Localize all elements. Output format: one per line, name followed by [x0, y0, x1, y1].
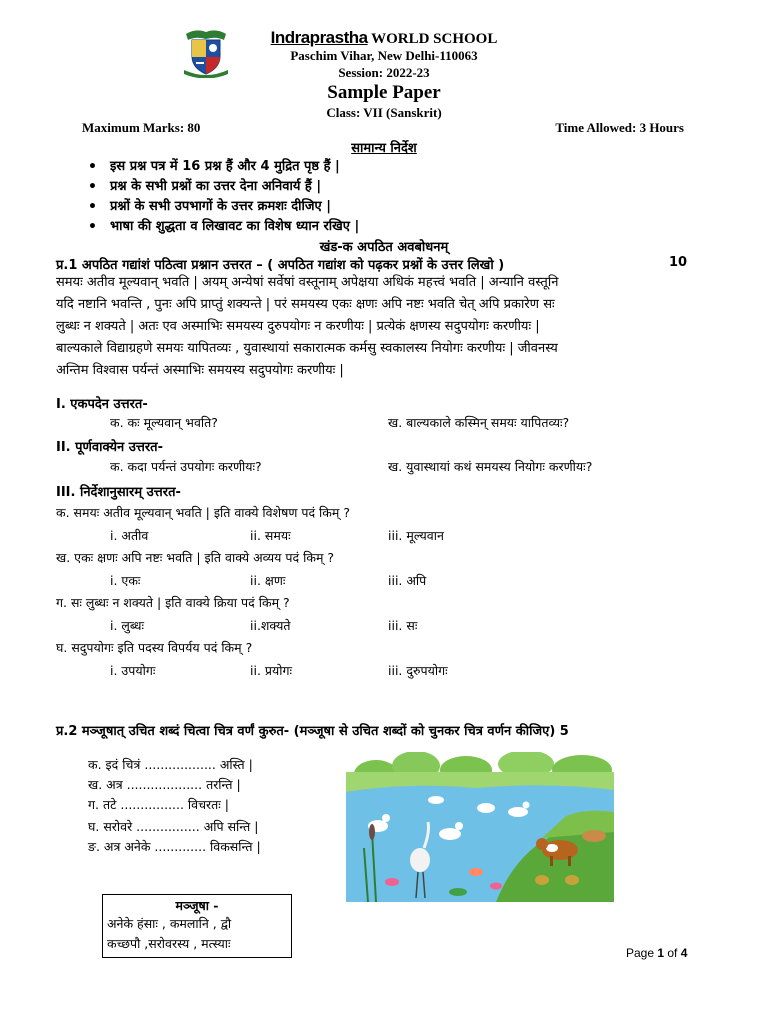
- footer-page-total: 4: [680, 946, 688, 960]
- word-box-line: कच्छपौ ,सरोवरस्य , मत्स्याः: [107, 936, 231, 951]
- mcq-question: ग. सः लुब्धः न शक्यते | इति वाक्ये क्रिया पदं किम् ?: [56, 595, 290, 610]
- instructions-title: सामान्य निर्देश: [351, 141, 417, 156]
- passage-line: बाल्यकाले विद्याग्रहणे समयः यापितव्यः , युवास्थायां सकारात्मक कर्मसु स्वकालस्य नियोगः करणीयः | जीवनस्य: [56, 341, 558, 356]
- passage-line: यदि नष्टानि भवन्ति , पुनः अपि प्राप्तुं शक्यन्ते | परं समयस्य एकः क्षणः अपि नष्टः भवति चेत् अपि प्रकारेण सः: [56, 297, 555, 312]
- mcq-option: ii.शक्यते: [250, 618, 291, 633]
- mcq-option: ii. प्रयोगः: [250, 663, 293, 678]
- mcq-question: घ. सदुपयोगः इति पदस्य विपर्यय पदं किम् ?: [56, 640, 253, 655]
- fill-blank-line: क. इदं चित्रं .................. अस्ति |: [88, 757, 253, 772]
- instruction-item: • भाषा की शुद्धता व लिखावट का विशेष ध्यान रखिए |: [88, 217, 359, 237]
- passage-line: लुब्धः न शक्यते | अतः एव अस्माभिः समयस्य दुरुपयोगः न करणीयः | प्रत्येकं क्षणस्य सदुपयोगः करणीयः |: [56, 319, 540, 334]
- fill-blank-line: ख. अत्र ................... तरन्ति |: [88, 777, 241, 792]
- mcq-option: ii. समयः: [250, 528, 291, 543]
- mcq-question: ख. एकः क्षणः अपि नष्टः भवति | इति वाक्ये अव्यय पदं किम् ?: [56, 550, 335, 565]
- part2-question-a: क. कदा पर्यन्तं उपयोगः करणीयः?: [110, 459, 262, 474]
- mcq-option: i. एकः: [110, 573, 141, 588]
- mcq-option: i. उपयोगः: [110, 663, 156, 678]
- part2-question-b: ख. युवास्थायां कथं समयस्य नियोगः करणीयः?: [388, 459, 593, 474]
- word-box-title: मञ्जूषा -: [175, 898, 219, 913]
- q1-passage: [56, 272, 726, 382]
- instruction-item: • प्रश्नों के सभी उपभागों के उत्तर क्रमशः दीजिए |: [88, 197, 359, 217]
- mcq-option: i. लुब्धः: [110, 618, 145, 633]
- footer-of-word: of: [664, 946, 681, 960]
- fill-blank-line: ग. तटे ................ विचरतः |: [88, 797, 230, 812]
- school-address: Paschim Vihar, New Delhi-110063: [290, 48, 478, 63]
- instructions-list: [88, 157, 359, 237]
- q1-marks: 10: [669, 255, 688, 270]
- passage-line: समयः अतीव मूल्यवान् भवति | अयम् अन्येषां सर्वेषां वस्तूनाम् अपेक्षया अधिकं महत्त्वं भवति | अन्यानि वस्तूनि: [56, 275, 559, 290]
- part1-title: I. एकपदेन उत्तरत-: [56, 397, 148, 412]
- mcq-option: iii. अपि: [388, 573, 427, 588]
- part3-title: III. निर्देशानुसारम् उत्तरत-: [56, 485, 181, 500]
- footer-page-word: Page: [626, 946, 658, 960]
- word-box: [102, 894, 292, 958]
- passage-line: अन्तिम विश्वास पर्यन्तं अस्माभिः समयस्य सदुपयोगः करणीयः |: [56, 363, 344, 378]
- class-line: Class: VII (Sanskrit): [326, 105, 442, 120]
- q2-heading: प्र.2 मञ्जूषात् उचित शब्दं चित्वा चित्र वर्णं कुरुत- (मञ्जूषा से उचित शब्दों को चुनकर चित्र वर्णन कीजिए) 5: [56, 724, 569, 739]
- part1-question-a: क. कः मूल्यवान् भवति?: [110, 415, 218, 430]
- word-box-line: अनेके हंसाः , कमलानि , द्वौ: [107, 916, 232, 931]
- mcq-option: iii. मूल्यवान: [388, 528, 444, 543]
- instruction-item: • प्रश्न के सभी प्रश्नों का उत्तर देना अनिवार्य हैं |: [88, 177, 359, 197]
- part1-question-b: ख. बाल्यकाले कस्मिन् समयः यापितव्यः?: [388, 415, 570, 430]
- mcq-option: iii. सः: [388, 618, 418, 633]
- section-title: खंड-क अपठित अवबोधनम्: [319, 240, 449, 255]
- school-name: [0, 28, 768, 48]
- time-allowed: Time Allowed: 3 Hours: [555, 120, 684, 135]
- fill-blank-line: ङ. अत्र अनेके ............. विकसन्ति |: [88, 839, 261, 854]
- school-brand: Indraprastha: [270, 28, 368, 47]
- session-line: Session: 2022-23: [338, 65, 430, 80]
- footer-page-number: 1: [657, 946, 665, 960]
- max-marks: Maximum Marks: 80: [82, 120, 201, 135]
- paper-title: Sample Paper: [327, 82, 441, 103]
- lake-illustration: [346, 752, 614, 902]
- instruction-item: • इस प्रश्न पत्र में 16 प्रश्न हैं और 4 मुद्रित पृष्ठ हैं |: [88, 157, 359, 177]
- fill-blank-line: घ. सरोवरे ................ अपि सन्ति |: [88, 819, 259, 834]
- mcq-option: iii. दुरुपयोगः: [388, 663, 448, 678]
- part2-title: II. पूर्णवाक्येन उत्तरत-: [56, 440, 163, 455]
- school-suffix: WORLD SCHOOL: [367, 31, 498, 47]
- mcq-option: ii. क्षणः: [250, 573, 286, 588]
- mcq-question: क. समयः अतीव मूल्यवान् भवति | इति वाक्ये विशेषण पदं किम् ?: [56, 505, 350, 520]
- q1-heading: प्र.1 अपठित गद्यांशं पठित्वा प्रश्नान उत्तरत – ( अपठित गद्यांश को पढ़कर प्रश्नों के उत्तर लिखो ): [56, 258, 505, 273]
- page-footer: [626, 946, 687, 960]
- mcq-option: i. अतीव: [110, 528, 149, 543]
